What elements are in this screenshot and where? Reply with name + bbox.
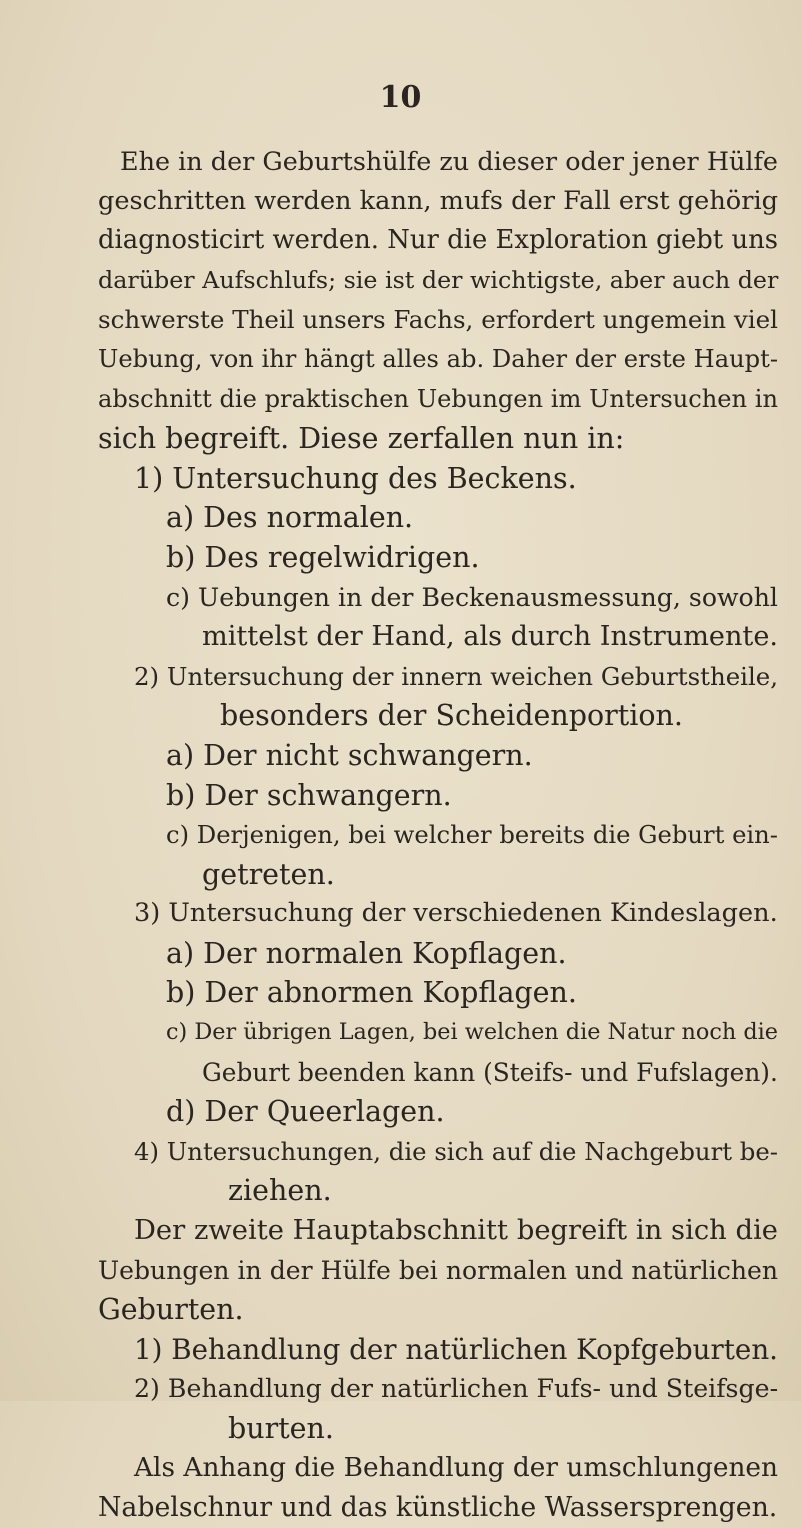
text-line: Uebung, von ihr hängt alles ab. Daher der erste Haupt- — [98, 344, 778, 373]
text-line: abschnitt die praktischen Uebungen im Untersuchen in — [98, 384, 778, 413]
list-item: 2) Behandlung der natürlichen Fufs- und Steifsge- — [134, 1374, 779, 1404]
text-line: geschritten werden kann, mufs der Fall erst gehörig — [98, 185, 779, 216]
list-item: 2) Untersuchung der innern weichen Geburtstheile, — [134, 661, 778, 691]
list-item: c) Uebungen in der Beckenausmessung, sowohl — [166, 582, 778, 612]
list-item-continuation: getreten. — [202, 857, 335, 891]
list-item: c) Der übrigen Lagen, bei welchen die Natur noch die — [166, 1019, 778, 1046]
text-line: Geburten. — [98, 1293, 244, 1327]
text-line: Ehe in der Geburtshülfe zu dieser oder jener Hülfe — [120, 146, 778, 176]
list-item: d) Der Queerlagen. — [166, 1095, 445, 1129]
list-item: 3) Untersuchung der verschiedenen Kindeslagen. — [134, 898, 778, 929]
text-line: Uebungen in der Hülfe bei normalen und natürlichen — [98, 1255, 778, 1285]
list-item: a) Der nicht schwangern. — [166, 738, 533, 772]
body-text — [98, 142, 778, 1528]
list-item-continuation: besonders der Scheidenportion. — [220, 699, 683, 733]
list-item-continuation: mittelst der Hand, als durch Instrumente. — [202, 621, 779, 653]
list-item-continuation: ziehen. — [228, 1174, 332, 1208]
text-line: Nabelschnur und das künstliche Wassersprengen. — [98, 1492, 778, 1524]
list-item: a) Der normalen Kopflagen. — [166, 936, 567, 970]
page-number: 10 — [379, 80, 422, 115]
list-item-continuation: Geburt beenden kann (Steifs- und Fufslagen). — [202, 1057, 778, 1087]
text-line: schwerste Theil unsers Fachs, erfordert ungemein viel — [98, 305, 778, 335]
list-item: a) Des normalen. — [166, 501, 414, 535]
text-line: Der zweite Hauptabschnitt begreift in sich die — [134, 1215, 778, 1247]
list-item: 1) Untersuchung des Beckens. — [134, 461, 577, 495]
text-line: Als Anhang die Behandlung der umschlungenen — [134, 1452, 778, 1483]
list-item: b) Des regelwidrigen. — [166, 540, 480, 574]
text-line: darüber Aufschlufs; sie ist der wichtigste, aber auch der — [98, 265, 779, 294]
list-item-continuation: burten. — [228, 1412, 334, 1445]
list-item: 1) Behandlung der natürlichen Kopfgeburten. — [134, 1332, 778, 1366]
list-item: 4) Untersuchungen, die sich auf die Nachgeburt be- — [134, 1136, 778, 1166]
text-line: diagnosticirt werden. Nur die Exploration giebt uns — [98, 225, 778, 256]
list-item: b) Der abnormen Kopflagen. — [166, 976, 577, 1010]
list-item: b) Der schwangern. — [166, 778, 452, 812]
list-item: c) Derjenigen, bei welcher bereits die Geburt ein- — [166, 820, 778, 850]
text-line: sich begreift. Diese zerfallen nun in: — [98, 422, 625, 456]
